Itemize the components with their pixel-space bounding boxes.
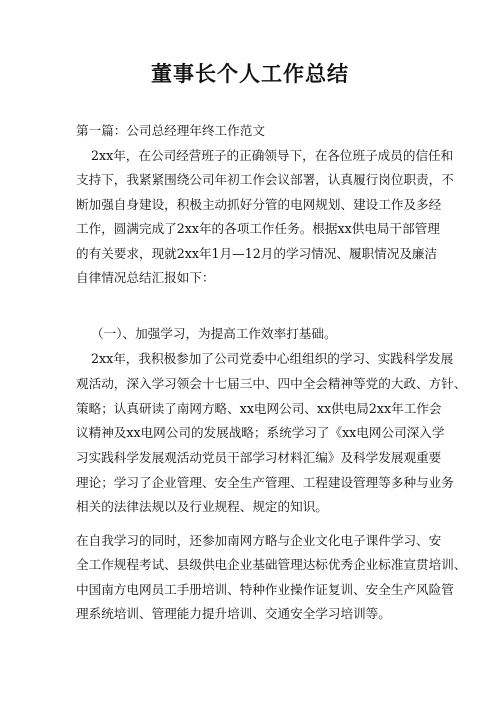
body-line: 习实践科学发展观活动党员干部学习材料汇编》及科学发展观重要 — [76, 450, 442, 465]
section-heading: 第一篇：公司总经理年终工作范文 — [76, 123, 265, 138]
body-line: 2xx年，在公司经营班子的正确领导下，在各位班子成员的信任和 — [91, 148, 454, 163]
body-line: 在自我学习的同时，还参加南网方略与企业文化电子课件学习、安 — [76, 533, 442, 548]
body-line: 全工作规程考试、县级供电企业基础管理达标优秀企业标准宣贯培训、 — [76, 557, 467, 572]
document-title: 董事长个人工作总结 — [151, 62, 349, 86]
body-line: 中国南方电网员工手册培训、特种作业操作证复训、安全生产风险管 — [76, 582, 454, 597]
body-line: 相关的法律法规以及行业规程、规定的知识。 — [76, 499, 328, 514]
body-line: 理论；学习了企业管理、安全生产管理、工程建设管理等多种与业务 — [76, 475, 454, 490]
body-line: 支持下，我紧紧围绕公司年初工作会议部署，认真履行岗位职责，不 — [76, 172, 454, 187]
body-line: 工作，圆满完成了2xx年的各项工作任务。根据xx供电局干部管理 — [76, 221, 440, 236]
body-line: 断加强自身建设，积极主动抓好分管的电网规划、建设工作及多经 — [76, 197, 442, 212]
body-line: 理系统培训、管理能力提升培训、交通安全学习培训等。 — [76, 606, 391, 621]
subsection-heading: （一）、加强学习，为提高工作效率打基础。 — [91, 326, 337, 341]
body-line: 议精神及xx电网公司的发展战略；系统学习了《xx电网公司深入学 — [76, 425, 445, 440]
body-line: 策略；认真研读了南网方略、xx电网公司、xx供电局2xx年工作会 — [76, 401, 442, 416]
body-line: 自律情况总结汇报如下： — [76, 270, 215, 285]
body-line: 2xx年，我积极参加了公司党委中心组组织的学习、实践科学发展 — [91, 351, 454, 366]
body-line: 的有关要求，现就2xx年1月—12月的学习情况、履职情况及廉洁 — [76, 246, 438, 261]
body-line: 观活动，深入学习领会十七届三中、四中全会精神等党的大政、方针、 — [76, 376, 467, 391]
